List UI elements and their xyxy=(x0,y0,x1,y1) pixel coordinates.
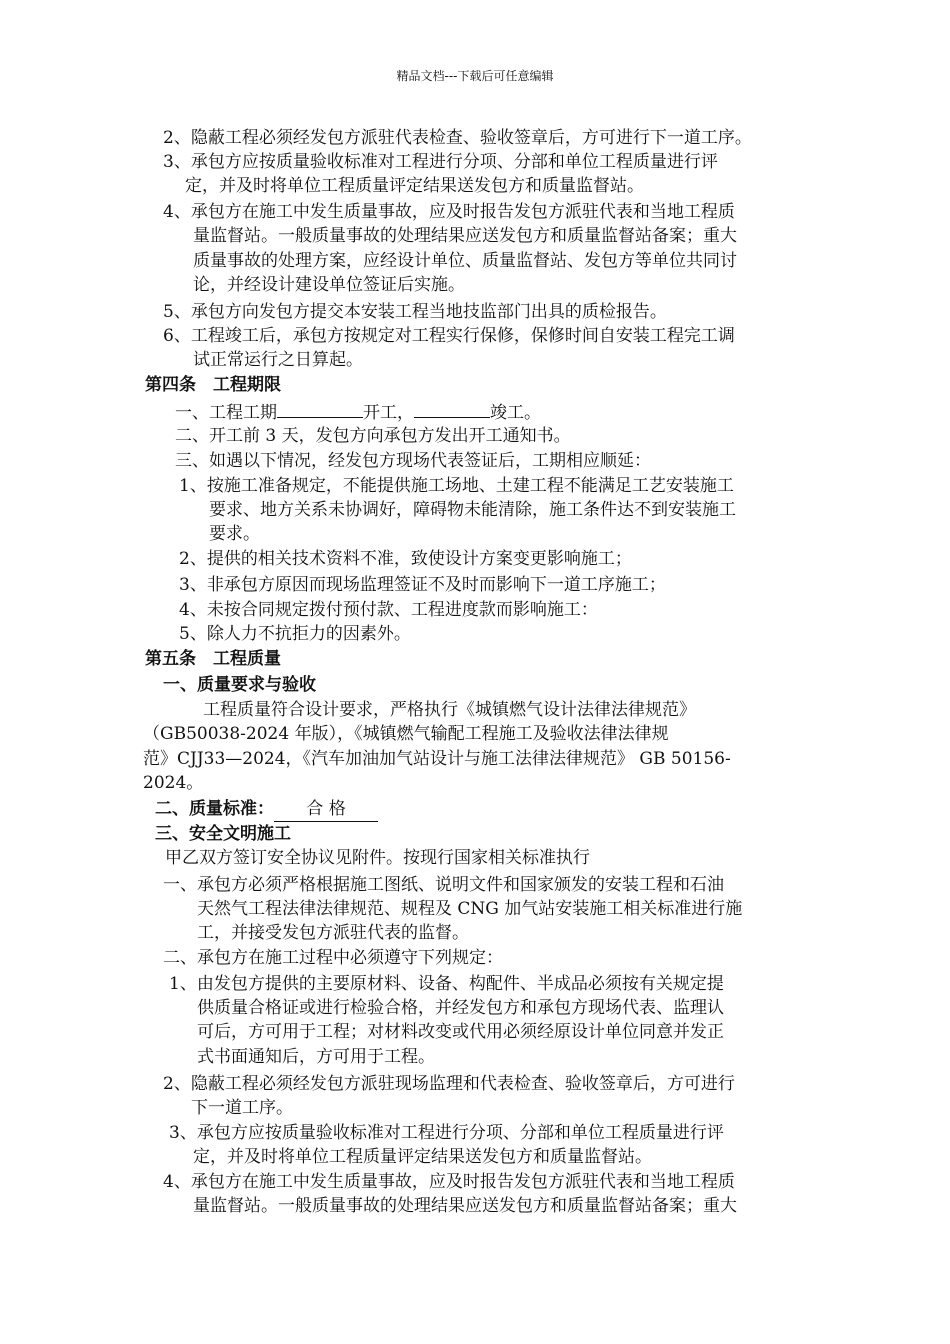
quality-standard-line xyxy=(155,797,378,822)
text-line: 要求。 xyxy=(209,524,260,544)
text-line: 3、非承包方原因而现场监理签证不及时而影响下一道工序施工； xyxy=(179,575,666,595)
text-line: 供质量合格证或进行检验合格，并经发包方和承包方现场代表、监理认 xyxy=(197,998,724,1018)
text-line: 下一道工序。 xyxy=(191,1098,293,1118)
text-line: 质量事故的处理方案，应经设计单位、质量监督站、发包方等单位共同讨 xyxy=(193,251,737,271)
text-line: 论，并经设计建设单位签证后实施。 xyxy=(193,275,465,295)
section-heading: 第五条 工程质量 xyxy=(145,649,281,669)
text-line: 5、除人力不抗拒力的因素外。 xyxy=(179,624,411,644)
text-line: 试正常运行之日算起。 xyxy=(193,350,363,370)
text-line: 2、提供的相关技术资料不准，致使设计方案变更影响施工； xyxy=(179,549,632,569)
work-period-label: 一、工程工期 xyxy=(175,403,277,423)
text-line: 要求、地方关系未协调好，障碍物未能清除，施工条件达不到安装施工 xyxy=(209,500,736,520)
work-period-line xyxy=(175,399,541,425)
subsection-heading: 一、质量要求与验收 xyxy=(163,675,316,695)
text-line: 4、承包方在施工中发生质量事故，应及时报告发包方派驻代表和当地工程质 xyxy=(163,1172,735,1192)
start-label: 开工， xyxy=(363,403,414,423)
quality-standard-label: 二、质量标准： xyxy=(155,799,274,819)
text-line: 3、承包方应按质量验收标准对工程进行分项、分部和单位工程质量进行评 xyxy=(163,152,718,172)
start-date-blank xyxy=(277,399,363,418)
text-line: 2、隐蔽工程必须经发包方派驻代表检查、验收签章后，方可进行下一道工序。 xyxy=(163,128,752,148)
text-line: 1、由发包方提供的主要原材料、设备、构配件、半成品必须按有关规定提 xyxy=(169,974,724,994)
end-date-blank xyxy=(414,399,490,418)
text-line: 4、承包方在施工中发生质量事故，应及时报告发包方派驻代表和当地工程质 xyxy=(163,202,735,222)
text-line: 2024。 xyxy=(143,773,204,793)
text-line: 一、承包方必须严格根据施工图纸、说明文件和国家颁发的安装工程和石油 xyxy=(163,875,724,895)
subsection-heading: 三、安全文明施工 xyxy=(155,824,291,844)
page-header: 精品文档---下载后可任意编辑 xyxy=(396,69,554,83)
text-line: 工，并接受发包方派驻代表的监督。 xyxy=(197,923,469,943)
text-line: 二、承包方在施工过程中必须遵守下列规定： xyxy=(163,948,503,968)
text-line: 1、按施工准备规定，不能提供施工场地、土建工程不能满足工艺安装施工 xyxy=(179,476,734,496)
text-line: 量监督站。一般质量事故的处理结果应送发包方和质量监督站备案；重大 xyxy=(193,226,737,246)
text-line: 工程质量符合设计要求，严格执行《城镇燃气设计法律法律规范》 xyxy=(203,700,696,720)
text-line: 6、工程竣工后，承包方按规定对工程实行保修，保修时间自安装工程完工调 xyxy=(163,326,735,346)
text-line: 3、承包方应按质量验收标准对工程进行分项、分部和单位工程质量进行评 xyxy=(169,1123,724,1143)
text-line: 范》CJJ33—2024，《汽车加油加气站设计与施工法律法律规范》 GB 50156- xyxy=(143,749,731,769)
text-line: 可后，方可用于工程；对材料改变或代用必须经原设计单位同意并发正 xyxy=(197,1022,724,1042)
text-line: 量监督站。一般质量事故的处理结果应送发包方和质量监督站备案；重大 xyxy=(193,1196,737,1216)
text-line: 4、未按合同规定拨付预付款、工程进度款而影响施工： xyxy=(179,600,598,620)
text-line: 定，并及时将单位工程质量评定结果送发包方和质量监督站。 xyxy=(193,1147,652,1167)
section-heading: 第四条 工程期限 xyxy=(145,375,281,395)
text-line: 三、如遇以下情况，经发包方现场代表签证后，工期相应顺延： xyxy=(175,451,651,471)
text-line: 二、开工前 3 天，发包方向承包方发出开工通知书。 xyxy=(175,426,571,446)
text-line: 2、隐蔽工程必须经发包方派驻现场监理和代表检查、验收签章后，方可进行 xyxy=(163,1074,735,1094)
text-line: 甲乙双方签订安全协议见附件。按现行国家相关标准执行 xyxy=(165,848,590,868)
end-label: 竣工。 xyxy=(490,403,541,423)
text-line: 式书面通知后，方可用于工程。 xyxy=(197,1047,435,1067)
text-line: 天然气工程法律法律规范、规程及 CNG 加气站安装施工相关标准进行施 xyxy=(197,899,743,919)
quality-standard-value: 合 格 xyxy=(274,797,378,822)
text-line: （GB50038-2024 年版），《城镇燃气输配工程施工及验收法律法律规 xyxy=(143,724,669,744)
text-line: 5、承包方向发包方提交本安装工程当地技监部门出具的质检报告。 xyxy=(163,302,667,322)
text-line: 定，并及时将单位工程质量评定结果送发包方和质量监督站。 xyxy=(185,176,644,196)
